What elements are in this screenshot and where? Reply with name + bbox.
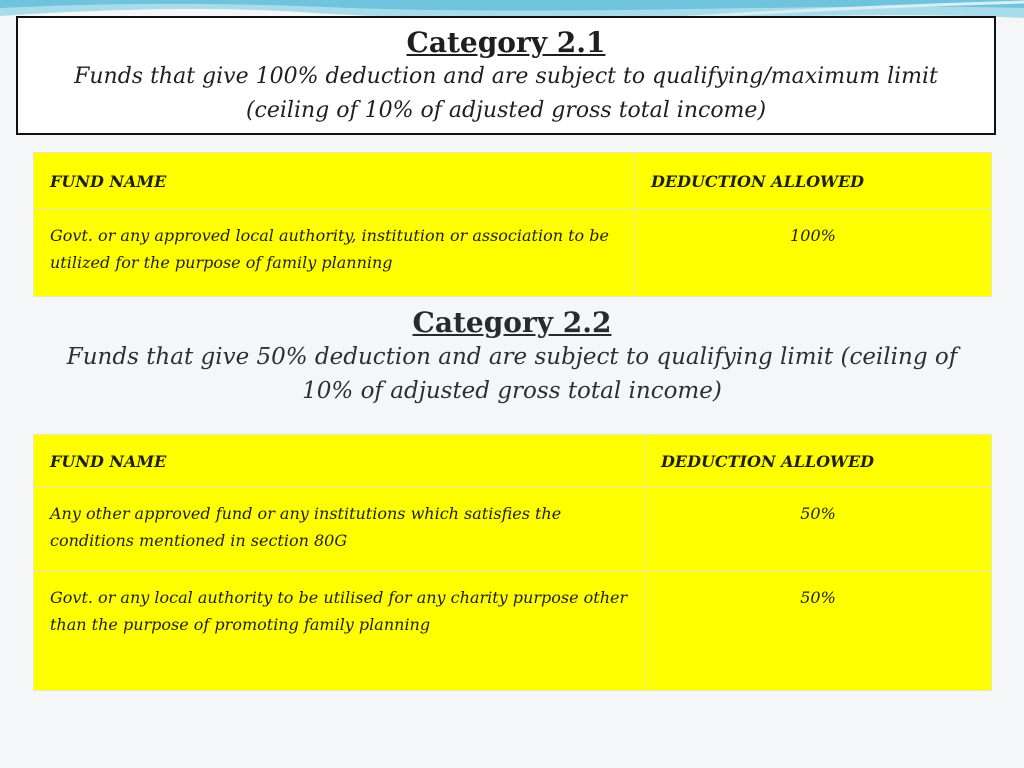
deduction-allowed-column-header: DEDUCTION ALLOWED — [645, 435, 992, 488]
category-2-1-description-line2: (ceiling of 10% of adjusted gross total income) — [245, 98, 767, 123]
category-2-1-title-box — [16, 16, 996, 135]
table-header-row — [34, 153, 992, 210]
category-2-2-table — [33, 434, 992, 691]
fund-name-column-header: FUND NAME — [34, 435, 645, 488]
table-row — [34, 488, 992, 572]
category-2-2-section-heading — [40, 306, 984, 408]
deduction-allowed-column-header: DEDUCTION ALLOWED — [635, 153, 992, 210]
category-2-2-description-line2: 10% of adjusted gross total income) — [302, 378, 722, 404]
fund-name-cell: Any other approved fund or any institutions which satisfies the conditions mentioned in section 80G — [34, 488, 645, 572]
fund-name-cell: Govt. or any approved local authority, institution or association to be utilized for the purpose of family planning — [34, 210, 635, 297]
category-2-1-table — [33, 152, 992, 297]
table-row — [34, 210, 992, 297]
table-header-row — [34, 435, 992, 488]
category-2-1-description-line1: Funds that give 100% deduction and are subject to qualifying/maximum limit — [74, 64, 938, 89]
category-2-1-heading: Category 2.1 — [406, 26, 606, 59]
fund-name-cell: Govt. or any local authority to be utilised for any charity purpose other than the purpose of promoting family planning — [34, 572, 645, 691]
deduction-cell: 50% — [645, 572, 992, 691]
deduction-cell: 50% — [645, 488, 992, 572]
table-row — [34, 572, 992, 691]
category-2-2-heading: Category 2.2 — [412, 306, 612, 339]
category-2-2-description-line1: Funds that give 50% deduction and are subject to qualifying limit (ceiling of — [66, 344, 958, 370]
fund-name-column-header: FUND NAME — [34, 153, 635, 210]
deduction-cell: 100% — [635, 210, 992, 297]
